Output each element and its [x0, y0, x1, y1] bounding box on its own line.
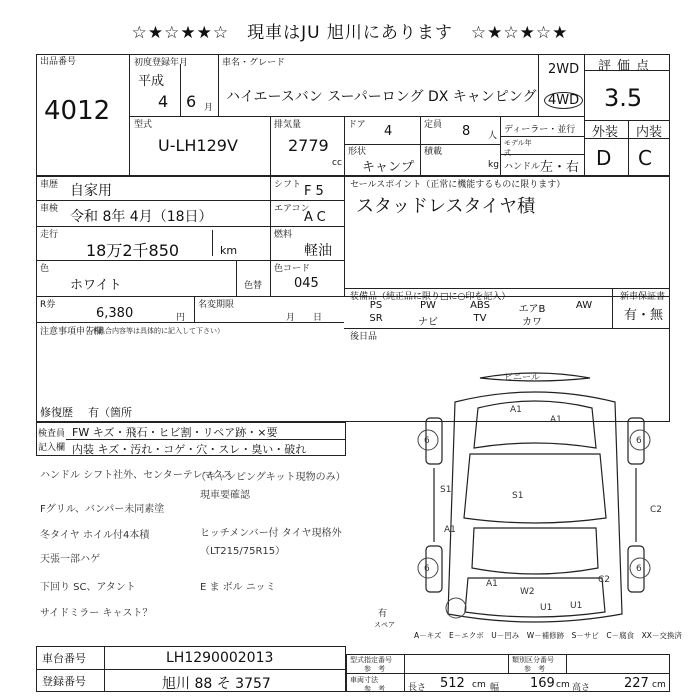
- color-code-label: 色コード: [274, 264, 311, 274]
- diagram-mark: A1: [510, 405, 522, 415]
- color-change-label: 色替: [244, 281, 263, 291]
- diagram-mark: U1: [570, 601, 583, 611]
- diagram-mark: ビニール: [504, 373, 540, 383]
- diagram-mark: A1: [444, 525, 456, 535]
- sales-point: スタッドレスタイヤ積: [356, 196, 536, 217]
- handwritten-note: 天張一部ハゲ: [40, 554, 100, 565]
- inspection: 令和 8年 4月（18日）: [70, 209, 213, 225]
- capacity-label: 定員: [424, 120, 443, 130]
- dims-ref: 参 考: [364, 685, 385, 693]
- equipment-item: カワ: [522, 317, 542, 328]
- inspector-label-2: 記入欄: [38, 443, 66, 453]
- length: 512: [440, 676, 465, 691]
- height: 227: [624, 676, 649, 691]
- dealer-label: ディーラー・並行: [504, 125, 576, 135]
- first-reg-month: 6: [186, 92, 197, 111]
- capacity-unit: 人: [488, 131, 498, 141]
- inspector-row-2: 内装 キズ・汚れ・コゲ・穴・スレ・臭い・破れ: [72, 443, 307, 456]
- diagram-mark: A1: [550, 415, 562, 425]
- interior-label: 内装: [636, 125, 663, 140]
- shift: F5: [304, 184, 328, 199]
- width-unit: cm: [556, 680, 570, 690]
- equipment-label: 装備品（純正品に限り□に○印を記入）: [350, 292, 511, 302]
- mileage-label: 走行: [40, 230, 59, 240]
- shape-label: 形状: [348, 147, 367, 157]
- model-no-label: 型式指定番号: [350, 656, 392, 664]
- model-year-label: モデル年式: [504, 139, 532, 157]
- load-unit: kg: [488, 160, 499, 170]
- displacement-label: 排気量: [274, 120, 302, 130]
- plate: 旭川 88 そ 3757: [162, 676, 271, 692]
- equipment-item: TV: [473, 313, 487, 324]
- recycle: 6,380: [96, 306, 134, 321]
- class-ref: 参 考: [524, 665, 545, 673]
- fuel-label: 燃料: [274, 230, 293, 240]
- equipment-item: エアB: [518, 304, 546, 315]
- drive-4wd: 4WD: [544, 92, 583, 109]
- after-fit-label: 後日品: [350, 332, 378, 342]
- handwritten-note: （キャンピングキット現物のみ）: [196, 472, 346, 483]
- diagram-mark: C2: [650, 505, 663, 515]
- new-car-book-label: 新車保証書: [620, 292, 666, 302]
- height-unit: cm: [652, 680, 666, 690]
- sales-point-label: セールスポイント（正常に機能するものに限ります）: [350, 180, 566, 190]
- model-no-ref: 参 考: [364, 665, 385, 673]
- inspector-row-1: FW キズ・飛石・ヒビ割・リペア跡・×要: [72, 426, 278, 439]
- handwritten-note: サイドミラー キャスト？: [40, 608, 153, 619]
- new-car-book: 有・無: [624, 308, 664, 323]
- diagram-mark: C2: [598, 575, 611, 585]
- diagram-mark: 6: [636, 436, 642, 446]
- model-code: U-LH129V: [158, 136, 238, 155]
- capacity: 8: [462, 124, 471, 139]
- history: 自家用: [70, 183, 112, 199]
- mileage-unit: km: [220, 244, 238, 257]
- load-label: 積載: [424, 147, 443, 157]
- doors-label: ドア: [348, 120, 366, 130]
- ac: AC: [304, 210, 330, 225]
- length-label: 長さ: [408, 683, 427, 693]
- car-diagram: [400, 368, 670, 630]
- handwritten-note: 冬タイヤ ホイル付4本積: [40, 530, 150, 541]
- dims-label: 車両寸法: [350, 676, 378, 684]
- diagram-mark: A1: [486, 579, 498, 589]
- score-label: 評価点: [598, 59, 656, 74]
- exterior-label: 外装: [592, 125, 619, 140]
- equipment-item: ABS: [470, 300, 490, 311]
- color: ホワイト: [70, 278, 122, 293]
- handle: 左・右: [540, 160, 580, 175]
- inspection-label: 車検: [40, 204, 59, 214]
- notes-label: 注意事項申告欄: [40, 327, 104, 337]
- plate-label: 登録番号: [42, 675, 86, 688]
- legend: A－キズ E－エクボ U－凹み W－補修跡 S－サビ C－腐食 XX－交換済: [414, 631, 682, 640]
- spare-mark: 有: [378, 609, 388, 619]
- handwritten-note: ハンドル シフト社外、センターテレマクス: [40, 470, 233, 481]
- fuel: 軽油: [304, 243, 332, 259]
- handwritten-note: ヒッチメンバー付 タイヤ現格外: [200, 528, 342, 539]
- lot-label: 出品番号: [40, 57, 77, 67]
- shift-label: シフト: [274, 180, 302, 190]
- handwritten-note: E ま ボル ニッミ: [200, 582, 276, 593]
- equipment-item: PS: [369, 300, 383, 311]
- equipment-item: ナビ: [418, 317, 438, 328]
- spare-label: スペア: [374, 621, 395, 629]
- length-unit: cm: [472, 680, 486, 690]
- equipment-item: AW: [575, 300, 593, 311]
- displacement-unit: cc: [332, 158, 342, 168]
- lot-number: 4012: [44, 96, 111, 126]
- deadline-label: 名変期限: [198, 300, 235, 310]
- notes-sub: （不具合内容等は具体的に記入して下さい）: [84, 327, 224, 335]
- height-label: 高さ: [572, 683, 591, 693]
- chassis: LH1290002013: [166, 650, 274, 666]
- class-label: 類別区分番号: [512, 656, 554, 664]
- diagram-mark: U1: [540, 603, 553, 613]
- displacement: 2779: [288, 136, 329, 155]
- header-banner: ☆★☆★★☆ 現車はJU 旭川にあります ☆★☆★☆★: [131, 23, 569, 43]
- equipment-item: PW: [420, 300, 436, 311]
- first-reg-month-unit: 月: [204, 103, 214, 113]
- width-label: 幅: [490, 683, 500, 693]
- doors: 4: [384, 124, 393, 139]
- handwritten-note: （LT215/75R15）: [200, 546, 286, 557]
- ac-label: エアコン: [274, 204, 310, 214]
- recycle-label: R券: [40, 300, 56, 310]
- score-value: 3.5: [604, 84, 643, 112]
- diagram-mark: S1: [512, 491, 524, 501]
- inspector-label-1: 検査員: [38, 429, 66, 439]
- color-label: 色: [40, 264, 50, 274]
- diagram-mark: 6: [424, 564, 430, 574]
- equipment-item: SR: [369, 313, 383, 324]
- width: 169: [530, 676, 555, 691]
- model-code-label: 型式: [134, 120, 153, 130]
- drive-2wd: 2WD: [548, 62, 580, 77]
- shape: キャンプ: [362, 160, 415, 175]
- model-name-label: 車名・グレード: [222, 58, 286, 68]
- first-reg-era: 平成: [138, 74, 165, 89]
- history-label: 車歴: [40, 180, 59, 190]
- mileage: 18万2千850: [86, 241, 180, 260]
- diagram-mark: 6: [636, 564, 642, 574]
- repair: 有（箇所: [88, 406, 132, 419]
- exterior-value: D: [596, 146, 612, 170]
- deadline: 月 日: [286, 313, 323, 323]
- interior-value: C: [638, 146, 652, 170]
- diagram-mark: W2: [520, 587, 535, 597]
- model-name: ハイエースバン スーパーロング DX キャンピング: [226, 89, 537, 105]
- handle-label: ハンドル: [504, 162, 541, 172]
- repair-label: 修復歴: [40, 406, 73, 419]
- handwritten-note: Fグリル、バンパー未同素塗: [40, 504, 165, 515]
- first-reg-label: 初度登録年月: [134, 58, 189, 68]
- color-code: 045: [294, 276, 319, 291]
- recycle-unit: 円: [176, 313, 186, 323]
- first-reg-year: 4: [158, 92, 169, 111]
- handwritten-note: 下回り SC、アタント: [40, 582, 136, 593]
- chassis-label: 車台番号: [42, 652, 86, 665]
- handwritten-note: 現車要確認: [200, 490, 250, 501]
- diagram-mark: 6: [424, 436, 430, 446]
- diagram-mark: S1: [440, 485, 452, 495]
